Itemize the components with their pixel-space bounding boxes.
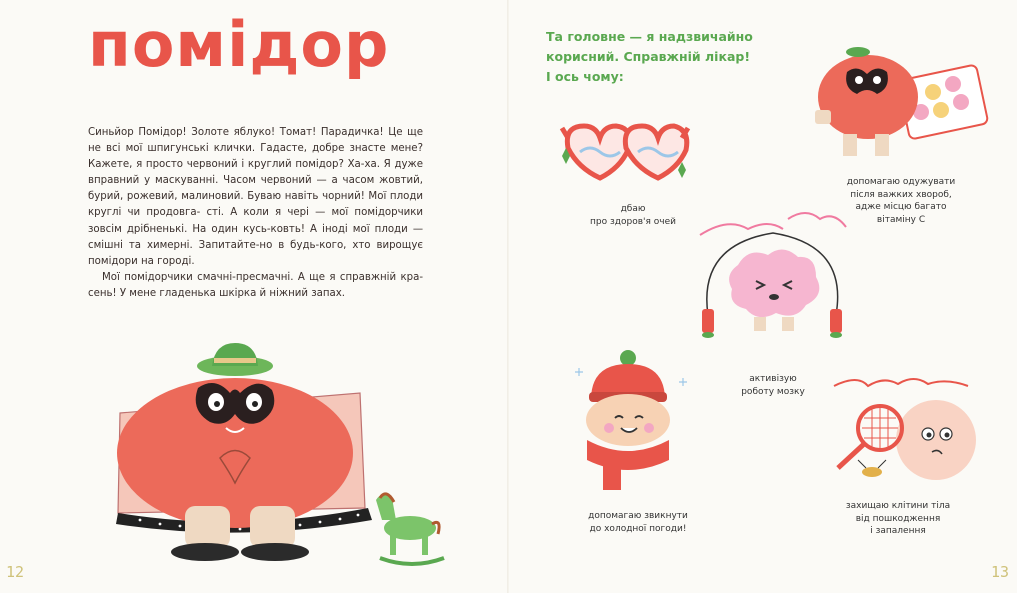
page-number-left: 12 (6, 563, 25, 581)
left-page (0, 0, 508, 593)
caption-cold: допомагаю звикнути до холодної погоди! (588, 511, 688, 534)
tomato-winter-illustration (573, 350, 693, 500)
paragraph-1: Синьйор Помідор! Золоте яблуко! Томат! Парадичка! Це ще не всі мої шпигунські клички. Гадасте, добре знасте мене? Кажете, я просто червоний і круглий помідор? Ха-ха. Я дуже вправний у маскуванні. Часом червоний — а часом жовтий, бурий, рожевий, малиновий. Буваю навіть чорний! Мої плоди круглі чи продовга- сті. А коли я чері — мої помідорчики зовсім дрібненькі. На один кусь-ковть! А іноді мої плоди — смішні та химерні. Запитайте-но в будь-кого, хто вирощує помідори на городі. (88, 127, 424, 267)
page-number-right: 13 (991, 563, 1010, 581)
brain-jumprope-illustration (688, 205, 858, 355)
intro-text: Та головне — я надзвичайно корисний. Справжній лікар! І ось чому: (546, 29, 753, 84)
tomato-spy-illustration (110, 338, 450, 578)
paragraph-2: Мої помідорчики смачні-пресмачні. А ще я справжній кра- сень! У мене гладенька шкірка й ніжний запах. (88, 271, 423, 299)
body-text (88, 125, 423, 302)
caption-cells: захищаю клітини тіла від пошкодження і запалення (845, 501, 951, 536)
caption-brain: активізую роботу мозку (741, 374, 805, 397)
tomato-vitamin-illustration (813, 42, 993, 162)
right-page (508, 0, 1017, 593)
caption-vitamin: допомагаю одужувати після важких хвороб, адже місцю багато вітаміну С (846, 177, 956, 225)
cell-swatter-illustration (828, 368, 978, 488)
page-title: помідор (88, 8, 390, 81)
heart-glasses-icon (560, 108, 690, 188)
caption-eyes: дбаю про здоров'я очей (590, 204, 676, 227)
